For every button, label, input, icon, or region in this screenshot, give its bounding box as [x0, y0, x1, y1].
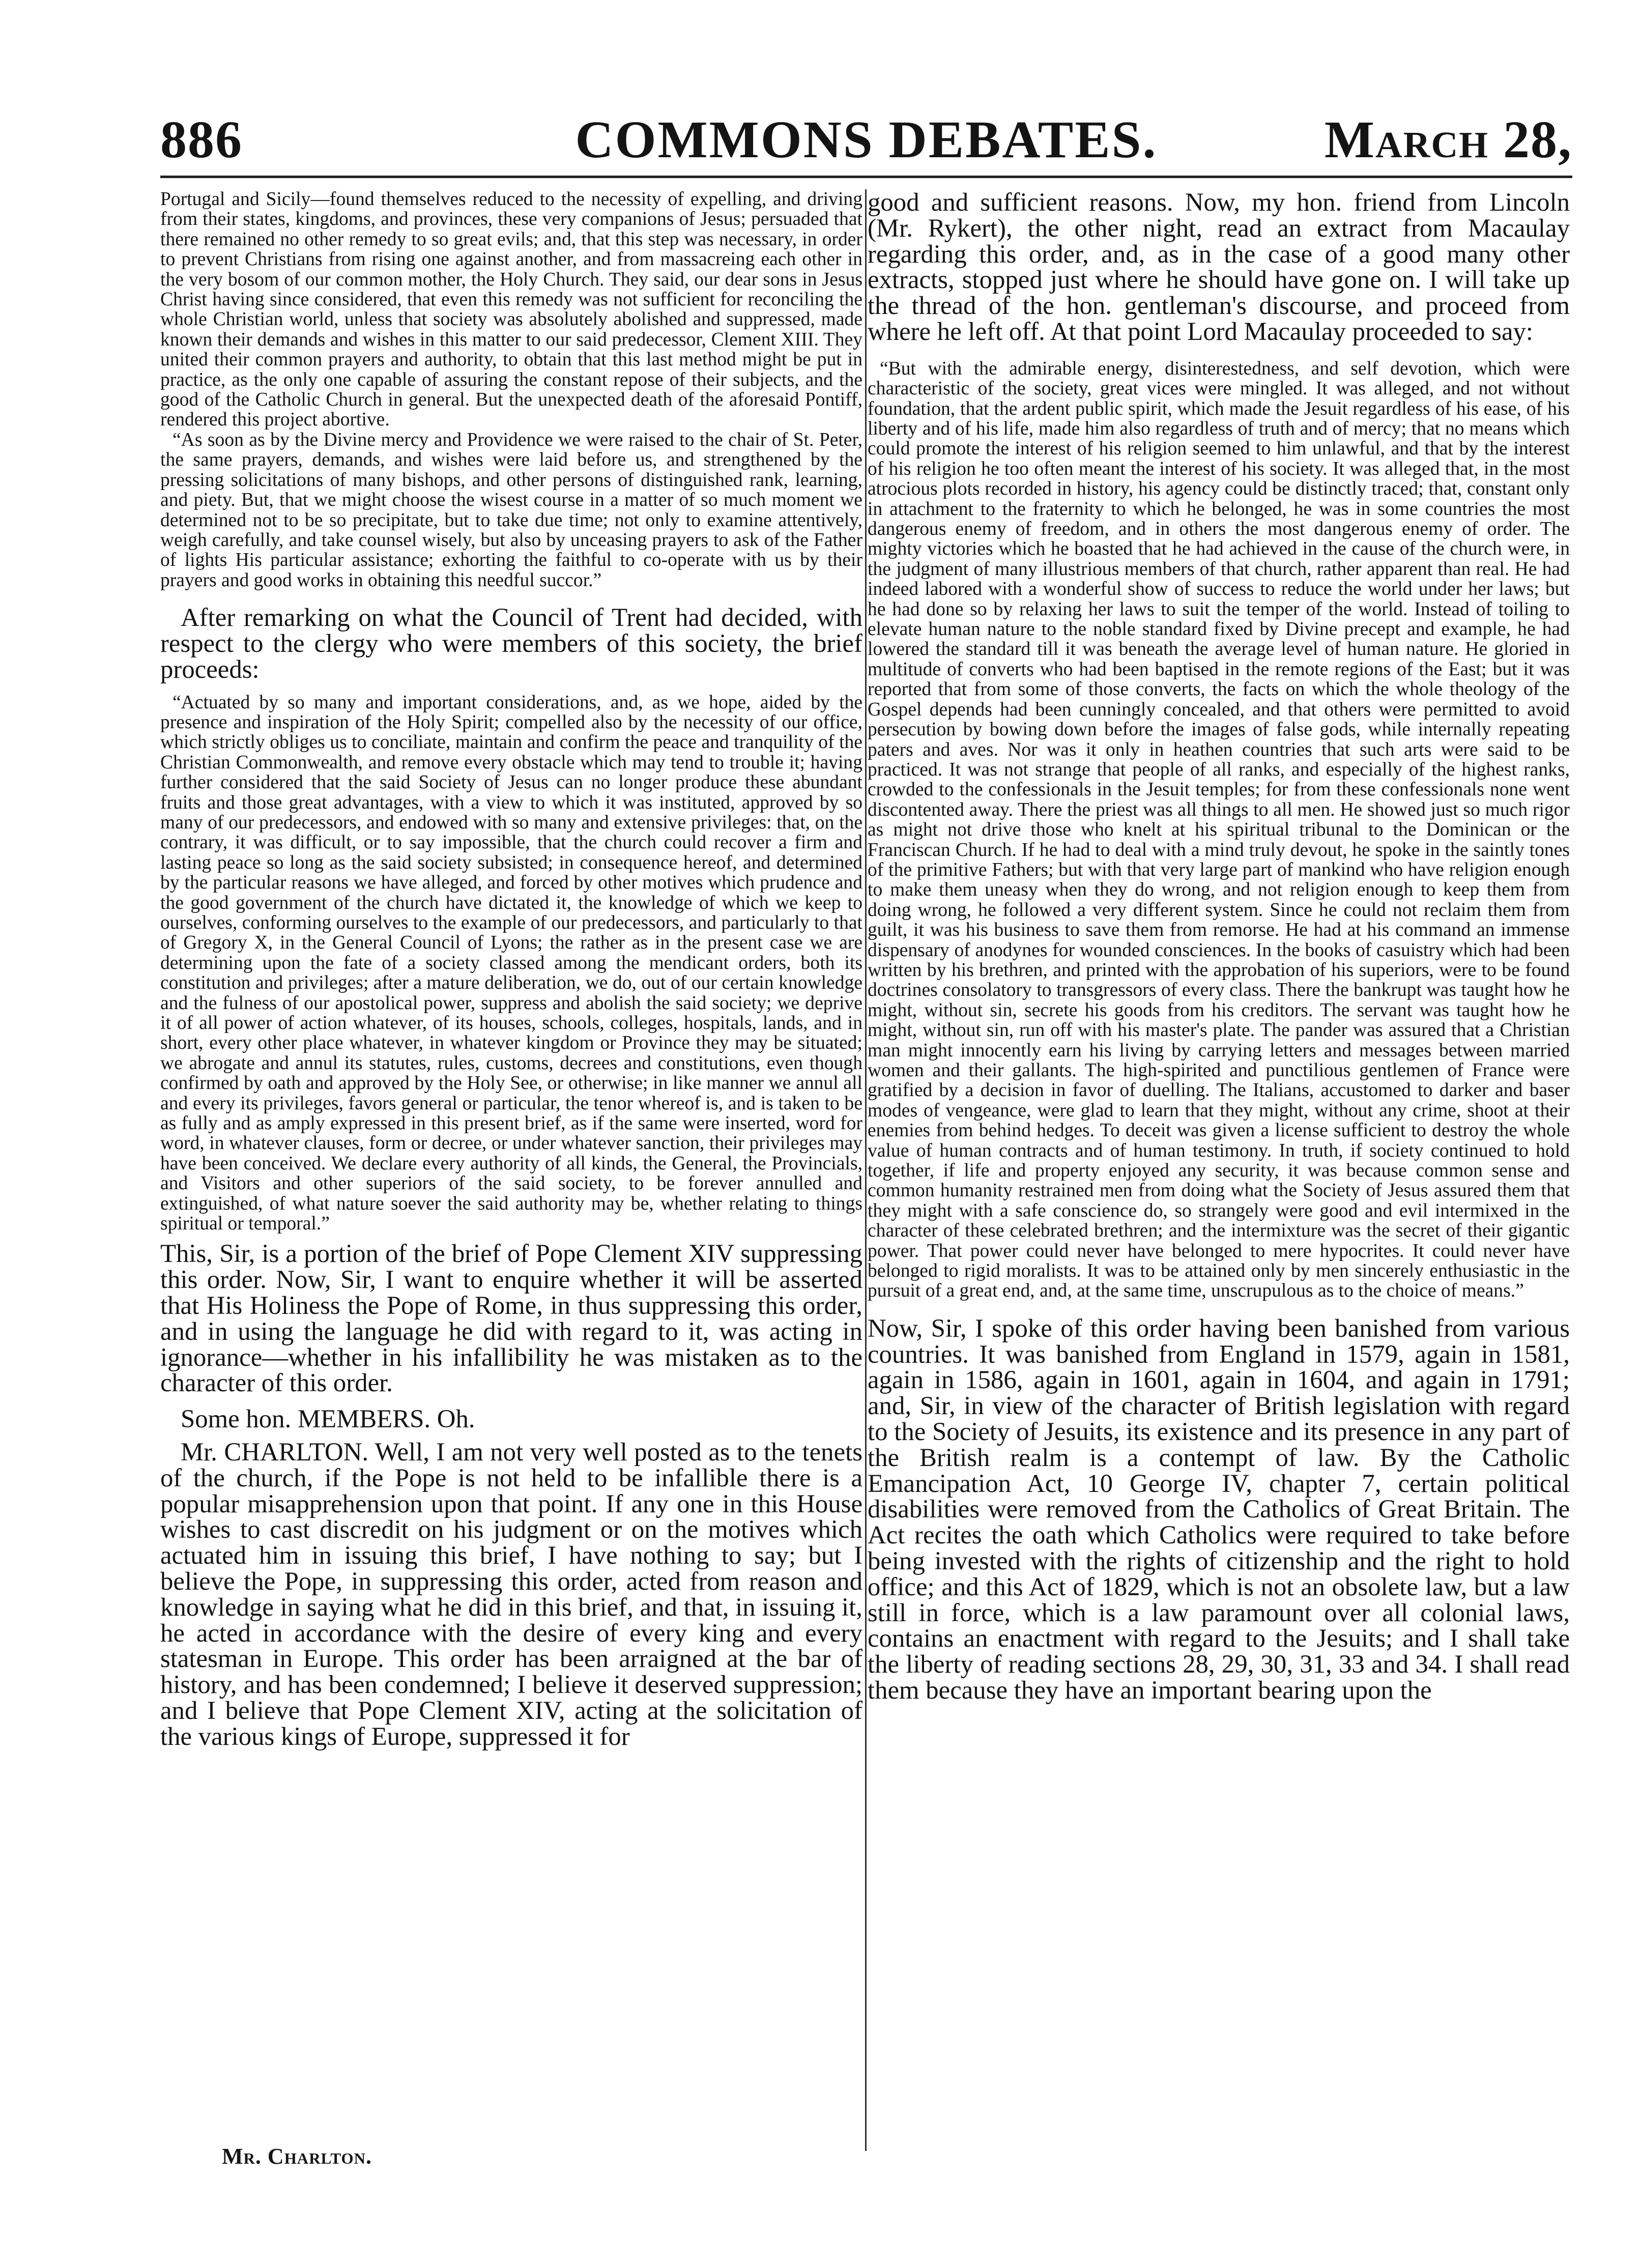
right-column	[868, 189, 1570, 2161]
speaker-footer: Mr. Charlton.	[222, 2144, 372, 2169]
body-paragraph: Now, Sir, I spoke of this order having been banished from various countries. It was banished from England in 1579, again in 1581, again in 1586, again in 1601, again in 1604, and again in 1791; and, Sir, in view of the character of British legislation with regard to the Society of Jesuits, its existence and its presence in any part of the British realm is a contempt of law. By the Catholic Emancipation Act, 10 George IV, chapter 7, certain political disabilities were removed from the Catholics of Great Britain. The Act recites the oath which Catholics were required to take before being invested with the rights of citizenship and the right to hold office; and this Act of 1829, which is not an obsolete law, but a law still in force, which is a law paramount over all colonial laws, contains an enactment with regard to the Jesuits; and I shall take the liberty of reading sections 28, 29, 30, 31, 33 and 34. I shall read them because they have an important bearing upon the	[868, 1313, 1570, 1705]
column-rule	[865, 189, 867, 2151]
quote-paragraph: “Actuated by so many and important considerations, and, as we hope, aided by the presence and inspiration of the Holy Spirit; compelled also by the necessity of our office, which strictly obliges us to conciliate, maintain and confirm the peace and tranquility of the Christian Commonwealth, and remove every obstacle which may tend to trouble it; having further considered that the said Society of Jesus can no longer produce these abundant fruits and those great advantages, with a view to which it was instituted, approved by so many of our predecessors, and endowed with so many and extensive privileges: that, on the contrary, it was difficult, or to say impossible, that the church could recover a firm and lasting peace so long as the said society subsisted; in consequence hereof, and determined by the particular reasons we have alleged, and forced by other motives which prudence and the good government of the church have dictated it, the knowledge of which we keep to ourselves, conforming ourselves to the example of our predecessors, and particularly to that of Gregory X, in the General Council of Lyons; the rather as in the present case we are determining upon the fate of a society classed among the mendicant orders, both its constitution and privileges; after a mature deliberation, we do, out of our certain knowledge and the fulness of our apostolical power, suppress and abolish the said society; we deprive it of all power of action whatever, of its houses, schools, colleges, hospitals, lands, and in short, every other place whatever, in whatever kingdom or Province they may be situated; we abrogate and annul its statutes, rules, customs, decrees and constitutions, even though confirmed by oath and approved by the Holy See, or otherwise; in like manner we annul all and every its privileges, favors general or particular, the tenor whereof is, and is taken to be as fully and as amply expressed in this present brief, as if the same were inserted, word for word, in whatever clauses, form or decree, or under whatever sanction, their privileges may have been conceived. We declare every authority of all kinds, the General, the Provincials, and Visitors and other superiors of the said society, to be forever annulled and extinguished, of what nature soever the said authority may be, whether relating to things spiritual or temporal.”	[160, 692, 862, 1235]
journal-title: COMMONS DEBATES.	[575, 110, 1158, 169]
body-paragraph: good and sufficient reasons. Now, my hon. friend from Lincoln (Mr. Rykert), the other night, read an extract from Macaulay regarding this order, and, as in the case of a good many other extracts, stopped just where he should have gone on. I will take up the thread of the hon. gentleman's discourse, and proceed from where he left off. At that point Lord Macaulay proceeded to say:	[868, 189, 1570, 346]
header-rule	[160, 176, 1572, 178]
quote-paragraph: “But with the admirable energy, disinterestedness, and self devotion, which were characteristic of the society, great vices were mingled. It was alleged, and not without foundation, that the ardent public spirit, which made the Jesuit regardless of his ease, of his liberty and of his life, made him also regardless of truth and of mercy; that no means which could promote the interest of his religion seemed to him unlawful, and that by the interest of his religion he too often meant the interest of his society. It was alleged that, in the most atrocious plots recorded in history, his agency could be distinctly traced; that, constant only in attachment to the fraternity to which he belonged, he was in some countries the most dangerous enemy of freedom, and in others the most dangerous enemy of order. The mighty victories which he boasted that he had achieved in the cause of the church were, in the judgment of many illustrious members of that church, rather apparent than real. He had indeed labored with a wonderful show of success to reduce the world under her laws; but he had done so by relaxing her laws to suit the temper of the world. Instead of toiling to elevate human nature to the noble standard fixed by Divine precept and example, he had lowered the standard till it was beneath the average level of human nature. He gloried in multitude of converts who had been baptised in the remote regions of the East; but it was reported that from some of those converts, the facts on which the whole theology of the Gospel depends had been cunningly concealed, and that others were permitted to avoid persecution by bowing down before the images of false gods, while internally repeating paters and aves. Nor was it only in heathen countries that such arts were said to be practiced. It was not strange that people of all ranks, and especially of the highest ranks, crowded to the confessionals in the Jesuit temples; for from these confessionals none went discontented away. There the priest was all things to all men. He showed just so much rigor as might not drive those who knelt at his spiritual tribunal to the Dominican or the Franciscan Church. If he had to deal with a mind truly devout, he spoke in the saintly tones of the primitive Fathers; but with that very large part of mankind who have religion enough to make them uneasy when they do wrong, and not religion enough to keep them from doing wrong, he followed a very different system. Since he could not reclaim them from guilt, it was his business to save them from remorse. He had at his command an immense dispensary of anodynes for wounded consciences. In the books of casuistry which had been written by his brethren, and printed with the approbation of his superiors, were to be found doctrines consolatory to transgressors of every class. There the bankrupt was taught how he might, without sin, secrete his goods from his creditors. The servant was taught how he might, without sin, run off with his master's plate. The pander was assured that a Christian man might innocently earn his living by carrying letters and messages between married women and their gallants. The high-spirited and punctilious gentlemen of France were gratified by a decision in favor of duelling. The Italians, accustomed to darker and baser modes of vengeance, were glad to learn that they might, without any crime, shoot at their enemies from behind hedges. To deceit was given a license sufficient to destroy the whole value of human contracts and of human testimony. In truth, if society continued to hold together, if life and property enjoyed any security, it was because common sense and common humanity restrained men from doing what the Society of Jesus assured them that they might with a safe conscience do, so strangely were good and evil intermixed in the character of these celebrated brethren; and the intermixture was the secret of their gigantic power. That power could never have belonged to mere hypocrites. It could never have belonged to rigid moralists. It was to be attained only by men sincerely enthusiastic in the pursuit of a great end, and, at the same time, unscrupulous as to the choice of means.”	[868, 358, 1570, 1302]
left-column	[160, 189, 862, 2161]
body-paragraph: After remarking on what the Council of Trent had decided, with respect to the clergy who were members of this society, the brief proceeds:	[160, 603, 862, 683]
speaker-paragraph: Mr. CHARLTON. Well, I am not very well posted as to the tenets of the church, if the Pope is not held to be infallible there is a popular misapprehension upon that point. If any one in this House wishes to cast discredit on his judgment or on the motives which actuated him in issuing this brief, I have nothing to say; but I believe the Pope, in suppressing this order, acted from reason and knowledge in saying what he did in this brief, and that, in issuing it, he acted in accordance with the desire of every king and every statesman in Europe. This order has been arraigned at the bar of history, and has been condemned; I believe it deserved suppression; and I believe that Pope Clement XIV, acting at the solicitation of the various kings of Europe, suppressed it for	[160, 1438, 862, 1750]
quote-paragraph: “As soon as by the Divine mercy and Providence we were raised to the chair of St. Peter, the same prayers, demands, and wishes were laid before us, and strengthened by the pressing solicitations of many bishops, and other persons of distinguished rank, learning, and piety. But, that we might choose the wisest course in a matter of so much moment we determined not to be so precipitate, but to take due time; not only to examine attentively, weigh carefully, and take counsel wisely, but also by unceasing prayers to ask of the Father of lights His particular assistance; exhorting the faithful to co-operate with us by their prayers and good works in obtaining this needful succor.”	[160, 429, 862, 591]
members-interjection: Some hon. MEMBERS. Oh.	[181, 1404, 475, 1433]
body-paragraph: This, Sir, is a portion of the brief of Pope Clement XIV suppressing this order. Now, Sir, I want to enquire whether it will be asserted that His Holiness the Pope of Rome, in thus suppressing this order, and in using the language he did with regard to it, was acting in ignorance—whether in his infallibility he was mistaken as to the character of this order.	[160, 1239, 862, 1397]
header-date: March 28,	[1324, 110, 1572, 169]
page-number: 886	[160, 110, 243, 169]
quote-paragraph: Portugal and Sicily—found themselves reduced to the necessity of expelling, and driving from their states, kingdoms, and provinces, these very companions of Jesus; persuaded that there remained no other remedy to so great evils; and, that this step was necessary, in order to prevent Christians from rising one against another, and from massacreing each other in the very bosom of our common mother, the Holy Church. They said, our dear sons in Jesus Christ having since considered, that even this remedy was not sufficient for reconciling the whole Christian world, unless that society was absolutely abolished and suppressed, made known their demands and wishes in this matter to our said predecessor, Clement XIII. They united their common prayers and authority, to obtain that this last method might be put in practice, as the only one capable of assuring the constant repose of their subjects, and the good of the Catholic Church in general. But the unexpected death of the aforesaid Pontiff, rendered this project abortive.	[160, 189, 862, 430]
page-header	[160, 109, 1572, 176]
